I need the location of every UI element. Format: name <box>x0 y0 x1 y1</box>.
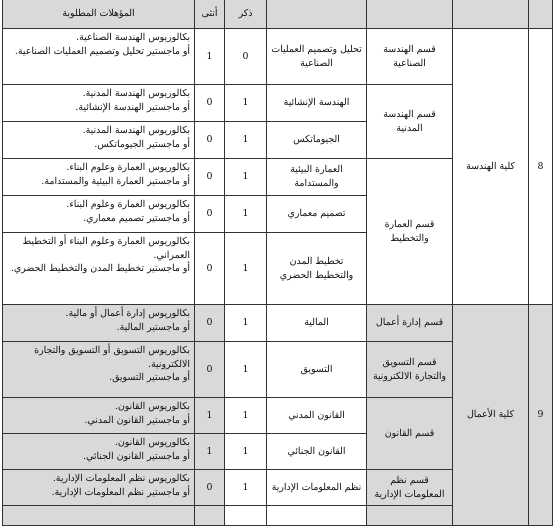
male-count: 1 <box>225 434 267 470</box>
qualification-line: بكالوريوس نظم المعلومات الإدارية. <box>52 473 190 484</box>
qualification-line: بكالوريوس إدارة أعمال أو مالية. <box>65 308 190 319</box>
specialization-name: القانون الجنائي <box>267 434 367 470</box>
female-count: 0 <box>195 122 225 159</box>
specialization-name: الجيوماتكس <box>267 122 367 159</box>
qualifications-cell <box>3 122 195 159</box>
qualifications-cell <box>3 196 195 233</box>
specialization-name: تخطيط المدن والتخطيط الحضري <box>267 233 367 305</box>
header-specialization-cell <box>267 0 367 29</box>
qualification-line: بكالوريوس العمارة وعلوم البناء. <box>66 162 190 173</box>
male-count: 1 <box>225 85 267 122</box>
qualification-line: أو ماجستير القانون الجنائي. <box>83 450 190 462</box>
vacancies-table <box>2 0 553 526</box>
faculty-number: 8 <box>529 29 553 305</box>
qualification-line: بكالوريوس القانون. <box>114 437 190 448</box>
qualification-line: أو ماجستير الهندسة الإنشائية. <box>75 101 190 113</box>
table-row <box>3 305 553 342</box>
male-count: 1 <box>225 233 267 305</box>
header-female: أنثى <box>195 0 225 29</box>
qualification-line: بكالوريوس القانون. <box>114 401 190 412</box>
header-faculty-cell <box>453 0 529 29</box>
female-count: 1 <box>195 434 225 470</box>
department-name: قسم القانون <box>367 398 453 470</box>
qualification-line: بكالوريوس التسويق أو التسويق والتجارة الالكترونية. <box>34 345 190 370</box>
specialization-name: العمارة البيئية والمستدامة <box>267 159 367 196</box>
female-count: 0 <box>195 159 225 196</box>
department-name: قسم الهندسة الصناعية <box>367 29 453 85</box>
qualification-line: بكالوريوس الهندسة الصناعية. <box>76 32 190 43</box>
qualifications-cell <box>3 29 195 85</box>
qualification-line: أو ماجستير تحليل وتصميم العمليات الصناعية. <box>14 45 190 57</box>
specialization-name: نظم المعلومات الإدارية <box>267 470 367 506</box>
department-name: قسم الهندسة المدنية <box>367 85 453 159</box>
female-count: 0 <box>195 196 225 233</box>
header-number-cell <box>529 0 553 29</box>
department-continuation <box>367 506 453 526</box>
qualification-line: أو ماجستير تصميم معماري. <box>83 212 190 224</box>
specialization-name: تصميم معماري <box>267 196 367 233</box>
qualifications-cell <box>3 233 195 305</box>
qualifications-cell <box>3 398 195 434</box>
faculty-name: كلية الهندسة <box>453 29 529 305</box>
qualification-line: أو ماجستير نظم المعلومات الإدارية. <box>51 486 190 498</box>
qualifications-continuation <box>3 506 195 526</box>
faculty-number: 9 <box>529 305 553 526</box>
female-count: 1 <box>195 398 225 434</box>
department-name: قسم العمارة والتخطيط <box>367 159 453 305</box>
header-qualifications: المؤهلات المطلوبة <box>3 0 195 29</box>
female-count: 0 <box>195 305 225 342</box>
male-count: 1 <box>225 196 267 233</box>
department-name: قسم إدارة أعمال <box>367 305 453 342</box>
qualification-line: أو ماجستير التسويق. <box>109 372 190 384</box>
specialization-name: المالية <box>267 305 367 342</box>
qualification-line: بكالوريوس العمارة وعلوم البناء. <box>66 199 190 210</box>
male-count: 0 <box>225 29 267 85</box>
specialization-name: تحليل وتصميم العمليات الصناعية <box>267 29 367 85</box>
qualification-line: أو ماجستير العمارة البيئية والمستدامة. <box>41 175 190 187</box>
qualification-line: أو ماجستير تخطيط المدن والتخطيط الحضري. <box>10 263 190 275</box>
header-male: ذكر <box>225 0 267 29</box>
female-count: 0 <box>195 342 225 398</box>
specialization-continuation <box>267 506 367 526</box>
header-department-cell <box>367 0 453 29</box>
female-count: 0 <box>195 470 225 506</box>
qualification-line: أو ماجستير المالية. <box>116 321 190 333</box>
female-continuation <box>195 506 225 526</box>
qualifications-cell <box>3 305 195 342</box>
qualifications-cell <box>3 342 195 398</box>
specialization-name: القانون المدني <box>267 398 367 434</box>
female-count: 1 <box>195 29 225 85</box>
qualifications-cell <box>3 85 195 122</box>
qualifications-cell <box>3 159 195 196</box>
qualifications-cell <box>3 470 195 506</box>
qualification-line: بكالوريوس الهندسة المدنية. <box>82 88 190 99</box>
female-count: 0 <box>195 85 225 122</box>
qualifications-cell <box>3 434 195 470</box>
department-name: قسم نظم المعلومات الإدارية <box>367 470 453 506</box>
specialization-name: الهندسة الإنشائية <box>267 85 367 122</box>
male-continuation <box>225 506 267 526</box>
male-count: 1 <box>225 398 267 434</box>
table-header-row <box>3 0 553 29</box>
table-row <box>3 29 553 85</box>
qualification-line: بكالوريوس العمارة وعلوم البناء أو التخطيط العمراني. <box>22 236 190 261</box>
specialization-name: التسويق <box>267 342 367 398</box>
male-count: 1 <box>225 342 267 398</box>
qualification-line: أو ماجستير القانون المدني. <box>84 414 190 426</box>
faculty-name: كلية الأعمال <box>453 305 529 526</box>
male-count: 1 <box>225 122 267 159</box>
male-count: 1 <box>225 470 267 506</box>
qualification-line: بكالوريوس الهندسة المدنية. <box>82 125 190 136</box>
qualification-line: أو ماجستير الجيوماتكس. <box>94 138 190 150</box>
male-count: 1 <box>225 305 267 342</box>
female-count: 0 <box>195 233 225 305</box>
department-name: قسم التسويق والتجارة الالكترونية <box>367 342 453 398</box>
male-count: 1 <box>225 159 267 196</box>
